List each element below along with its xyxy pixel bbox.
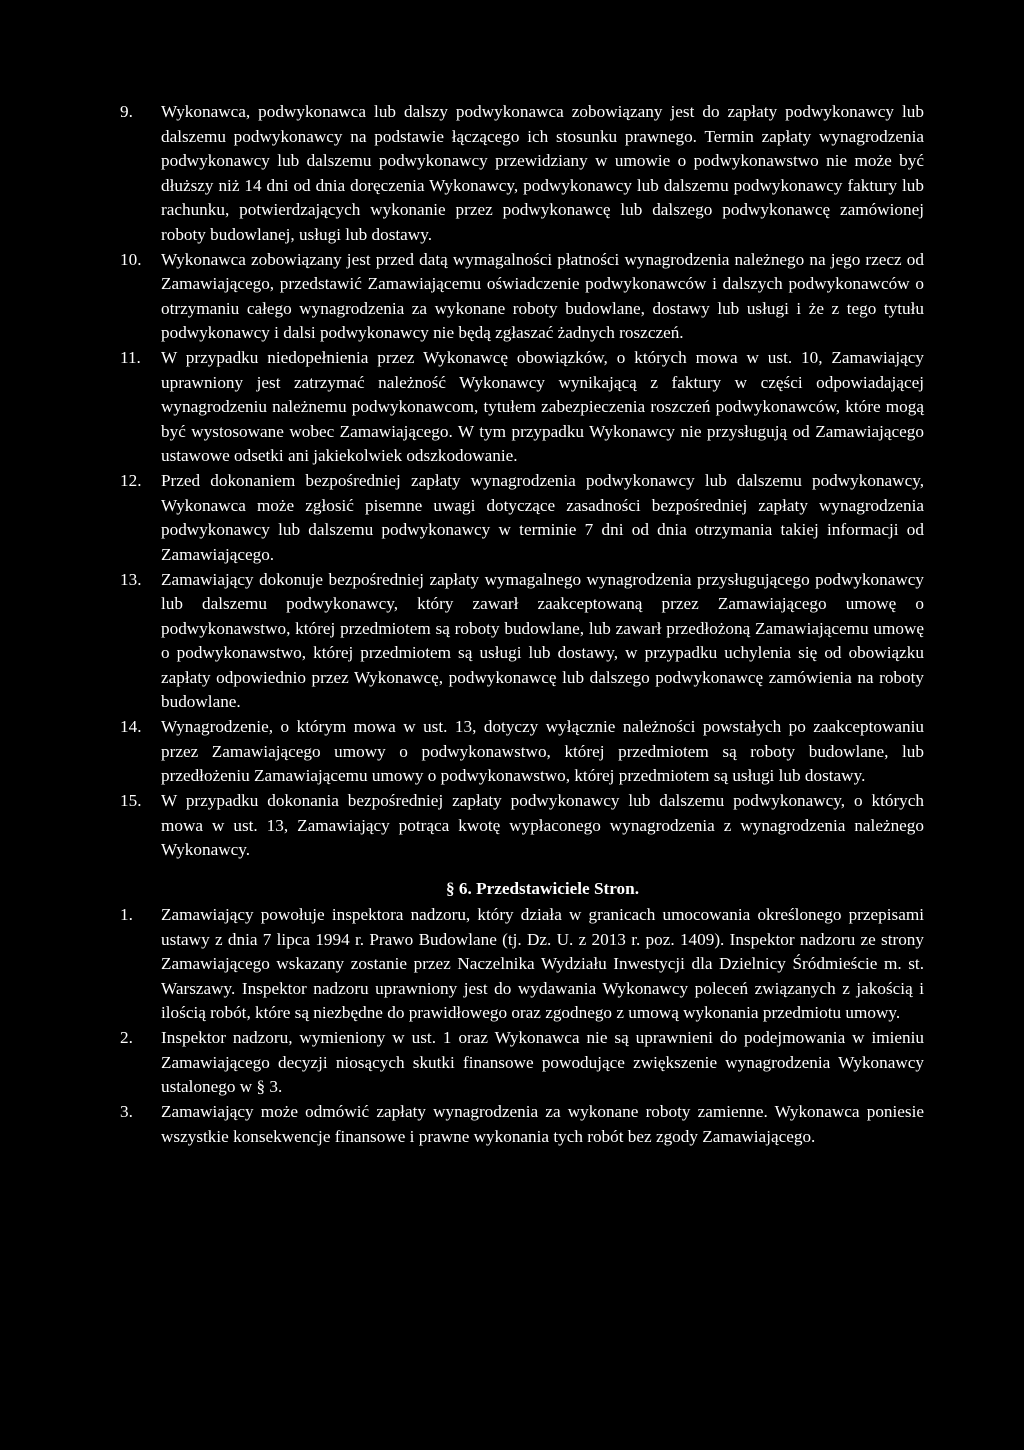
list-item <box>120 1026 924 1100</box>
item-number: 13. <box>120 569 142 589</box>
item-text: Zamawiający powołuje inspektora nadzoru, który działa w granicach umocowania określonego przepisami ustawy z dnia 7 lipca 1994 r. Prawo Budowlane (tj. Dz. U. z 2013 r. poz. 1409). Inspektor nadzoru ze strony Zamawiającego wskazany zostanie przez Naczelnika Wydziału Inwestycji dla Dzielnicy Śródmieście m. st. Warszawy. Inspektor nadzoru uprawniony jest do wydawania Wykonawcy poleceń związanych z jakością i ilością robót, które są niezbędne do prawidłowego oraz zgodnego z umową wykonania przedmiotu umowy. <box>161 905 924 1022</box>
item-text: W przypadku niedopełnienia przez Wykonawcę obowiązków, o których mowa w ust. 10, Zamawiający uprawniony jest zatrzymać należność Wykonawcy wynikającą z faktury w części odpowiadającej wynagrodzeniu należnemu podwykonawcom, tytułem zabezpieczenia roszczeń podwykonawców, które mogą być wystosowane wobec Zamawiającego. W tym przypadku Wykonawcy nie przysługują od Zamawiającego ustawowe odsetki ani jakiekolwiek odszkodowanie. <box>161 348 924 465</box>
item-number: 14. <box>120 717 142 736</box>
list-item <box>120 100 924 247</box>
section-heading: § 6. Przedstawiciele Stron. <box>446 878 639 898</box>
item-text: Przed dokonaniem bezpośredniej zapłaty wynagrodzenia podwykonawcy lub dalszemu podwykonawcy, Wykonawca może zgłosić pisemne uwagi dotyczące zasadności bezpośredniej zapłaty wynagrodzenia podwykonawcy lub dalszemu podwykonawcy w terminie 7 dni od dnia otrzymania takiej informacji od Zamawiającego. <box>161 471 924 564</box>
item-text: Zamawiający może odmówić zapłaty wynagrodzenia za wykonane roboty zamienne. Wykonawca poniesie wszystkie konsekwencje finansowe i prawne wykonania tych robót bez zgody Zamawiającego. <box>161 1102 924 1146</box>
item-text: Zamawiający dokonuje bezpośredniej zapłaty wymagalnego wynagrodzenia przysługującego podwykonawcy lub dalszemu podwykonawcy, który zawarł zaakceptowaną przez Zamawiającego umowę o podwykonawstwo, której przedmiotem są roboty budowlane, lub zawarł przedłożoną Zamawiającemu umowę o podwykonawstwo, której przedmiotem są usługi lub dostawy, w przypadku uchylenia się od obowiązku zapłaty odpowiednio przez Wykonawcę, podwykonawcę lub dalszego podwykonawcę zamówienia na roboty budowlane. <box>161 569 924 711</box>
item-text: Wykonawca, podwykonawca lub dalszy podwykonawca zobowiązany jest do zapłaty podwykonawcy lub dalszemu podwykonawcy na podstawie łączącego ich stosunku prawnego. Termin zapłaty wynagrodzenia podwykonawcy lub dalszemu podwykonawcy przewidziany w umowie o podwykonawstwo nie może być dłuższy niż 14 dni od dnia doręczenia Wykonawcy, podwykonawcy lub dalszemu podwykonawcy faktury lub rachunku, potwierdzających wykonanie przez podwykonawcę lub dalszego podwykonawcę zamówionej roboty budowlanej, usługi lub dostawy. <box>161 102 924 244</box>
list-item <box>120 248 924 346</box>
item-number: 11. <box>120 348 141 367</box>
list-item <box>120 568 924 715</box>
item-number: 12. <box>120 471 142 490</box>
item-text: Wykonawca zobowiązany jest przed datą wymagalności płatności wynagrodzenia należnego na jego rzecz od Zamawiającego, przedstawić Zamawiającemu oświadczenie podwykonawców i dalszych podwykonawców o otrzymaniu całego wynagrodzenia za wykonane roboty budowlane, dostawy lub usługi i że z tego tytułu podwykonawcy i dalsi podwykonawcy nie będą zgłaszać żadnych roszczeń. <box>161 249 924 342</box>
item-text: Inspektor nadzoru, wymieniony w ust. 1 oraz Wykonawca nie są uprawnieni do podejmowania w imieniu Zamawiającego decyzji niosących skutki finansowe powodujące zwiększenie wynagrodzenia Wykonawcy ustalonego w § 3. <box>161 1028 924 1096</box>
item-text: W przypadku dokonania bezpośredniej zapłaty podwykonawcy lub dalszemu podwykonawcy, o których mowa w ust. 13, Zamawiający potrąca kwotę wypłaconego wynagrodzenia z wynagrodzenia należnego Wykonawcy. <box>161 791 924 859</box>
list-item <box>120 346 924 469</box>
item-number: 10. <box>120 249 142 269</box>
list-item <box>120 469 924 567</box>
item-text: Wynagrodzenie, o którym mowa w ust. 13, dotyczy wyłącznie należności powstałych po zaakceptowaniu przez Zamawiającego umowy o podwykonawstwo, której przedmiotem są roboty budowlane, lub przedłożeniu Zamawiającemu umowy o podwykonawstwo, której przedmiotem są usługi lub dostawy. <box>161 717 924 785</box>
item-number: 1. <box>120 905 133 924</box>
list-item <box>120 715 924 789</box>
list-item <box>120 903 924 1026</box>
list-item <box>120 789 924 863</box>
list-item <box>120 1100 924 1149</box>
paragraph-list-a <box>120 100 924 863</box>
item-number: 15. <box>120 791 142 810</box>
item-number: 9. <box>120 102 133 121</box>
paragraph-list-b <box>120 903 924 1149</box>
item-number: 3. <box>120 1102 133 1121</box>
item-number: 2. <box>120 1028 133 1047</box>
